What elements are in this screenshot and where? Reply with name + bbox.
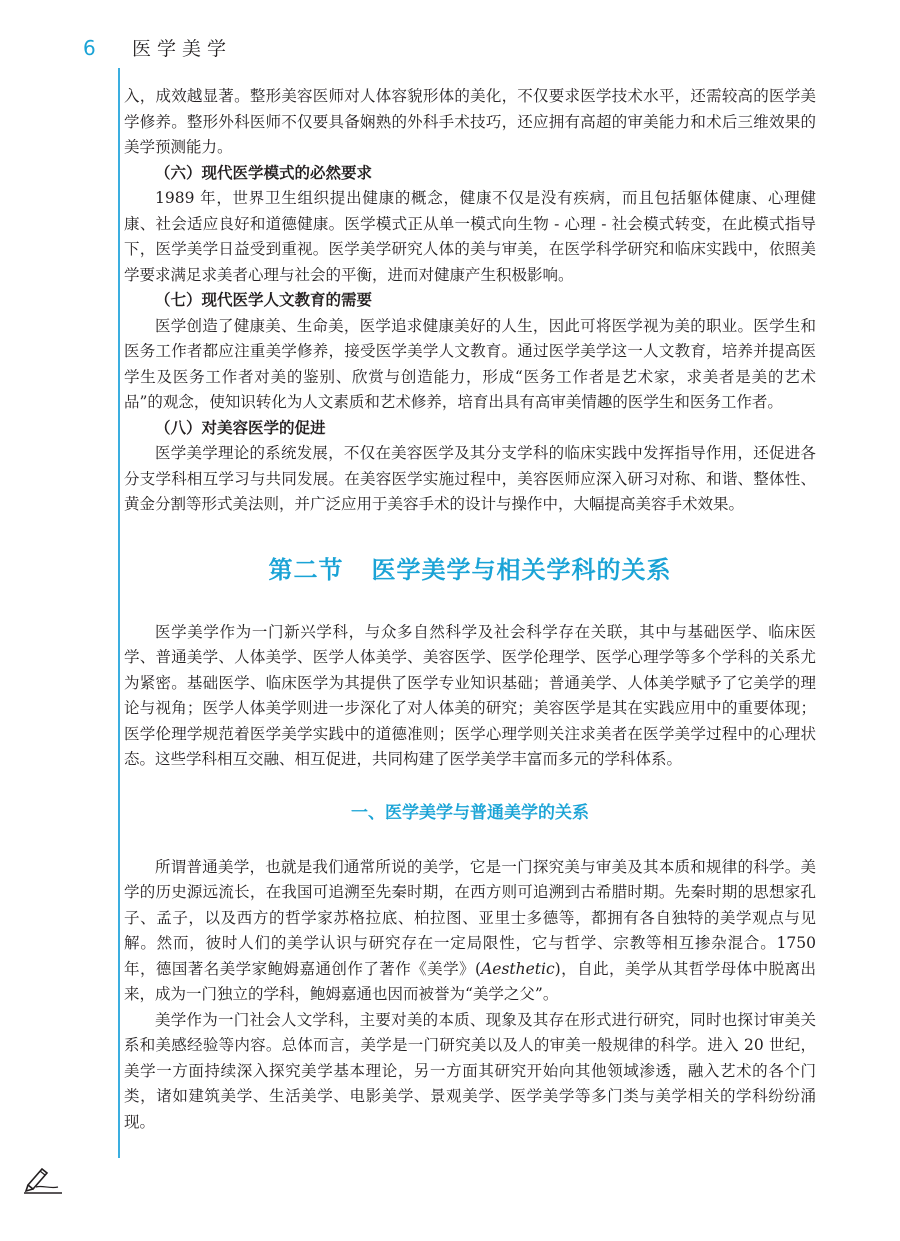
- term-aesthetic: Aesthetic: [481, 959, 555, 978]
- page-body: [124, 84, 816, 1135]
- heading-7: （七）现代医学人文教育的需要: [155, 291, 373, 309]
- paragraph: 美学作为一门社会人文学科，主要对美的本质、现象及其存在形式进行研究，同时也探讨审美关系和美感经验等内容。总体而言，美学是一门研究美以及人的审美一般规律的科学。进入 20 世纪，美学一方面持续深入探究美学基本理论，另一方面其研究开始向其他领域渗透，融入艺术的各个门类，诸如建筑美学、生活美学、电影美学、景观美学、医学美学等多门类与美学相关的学科纷纷涌现。: [124, 1010, 816, 1131]
- section-number: 第二节: [268, 555, 344, 584]
- paragraph-continued: 入，成效越显著。整形美容医师对人体容貌形体的美化，不仅要求医学技术水平，还需较高的医学美学修养。整形外科医师不仅要具备娴熟的外科手术技巧，还应拥有高超的审美能力和术后三维效果的美学预测能力。: [124, 87, 816, 156]
- page-number: 6: [83, 36, 96, 60]
- section-title: [124, 554, 816, 586]
- paragraph: [124, 855, 816, 1008]
- pen-icon: [22, 1163, 64, 1195]
- section-intro: 医学美学作为一门新兴学科，与众多自然科学及社会科学存在关联，其中与基础医学、临床医学、普通美学、人体美学、医学人体美学、美容医学、医学伦理学、医学心理学等多个学科的关系尤为紧密。基础医学、临床医学为其提供了医学专业知识基础；普通美学、人体美学赋予了它美学的理论与视角；医学人体美学则进一步深化了对人体美的研究；美容医学是其在实践应用中的重要体现；医学伦理学规范着医学美学实践中的道德准则；医学心理学则关注求美者在医学美学过程中的心理状态。这些学科相互交融、相互促进，共同构建了医学美学丰富而多元的学科体系。: [124, 622, 816, 768]
- page-header: [0, 0, 900, 90]
- paragraph: 1989 年，世界卫生组织提出健康的概念，健康不仅是没有疾病，而且包括躯体健康、心理健康、社会适应良好和道德健康。医学模式正从单一模式向生物 - 心理 - 社会模式转变，在此模式指导下，医学美学日益受到重视。医学美学研究人体的美与审美，在医学科学研究和临床实践中，依照美学要求满足求美者心理与社会的平衡，进而对健康产生积极影响。: [124, 189, 816, 284]
- paragraph-part: 所谓普通美学，也就是我们通常所说的美学，它是一门探究美与审美及其本质和规律的科学。美学的历史源远流长，在我国可追溯至先秦时期，在西方则可追溯到古希腊时期。先秦时期的思想家孔子、孟子，以及西方的哲学家苏格拉底、柏拉图、亚里士多德等，都拥有各自独特的美学观点与见解。然而，彼时人们的美学认识与研究存在一定局限性，它与哲学、宗教等相互掺杂混合。1750 年，德国著名美学家鲍姆嘉通创作了著作《美学》(: [124, 857, 816, 978]
- paragraph: 医学创造了健康美、生命美，医学追求健康美好的人生，因此可将医学视为美的职业。医学生和医务工作者都应注重美学修养，接受医学美学人文教育。通过医学美学这一人文教育，培养并提高医学生及医务工作者对美的鉴别、欣赏与创造能力，形成“医务工作者是艺术家，求美者是美的艺术品”的观念，使知识转化为人文素质和艺术修养，培育出具有高审美情趣的医学生和医务工作者。: [124, 316, 816, 411]
- subsection-title: 一、医学美学与普通美学的关系: [351, 802, 589, 823]
- heading-6: （六）现代医学模式的必然要求: [155, 163, 373, 182]
- section-title-text: 医学美学与相关学科的关系: [371, 555, 672, 584]
- book-title: 医学美学: [132, 38, 233, 60]
- paragraph: 医学美学理论的系统发展，不仅在美容医学及其分支学科的临床实践中发挥指导作用，还促进各分支学科相互学习与共同发展。在美容医学实施过程中，美容医师应深入研习对称、和谐、整体性、黄金分割等形式美法则，并广泛应用于美容手术的设计与操作中，大幅提高美容手术效果。: [124, 444, 816, 513]
- paragraph-part: )，自此，美学从其哲学母体中脱离出来，成为一门独立的学科，鲍姆嘉通也因而被誉为“美学之父”。: [124, 959, 816, 1003]
- heading-8: （八）对美容医学的促进: [155, 418, 326, 437]
- margin-rule: [118, 68, 120, 1158]
